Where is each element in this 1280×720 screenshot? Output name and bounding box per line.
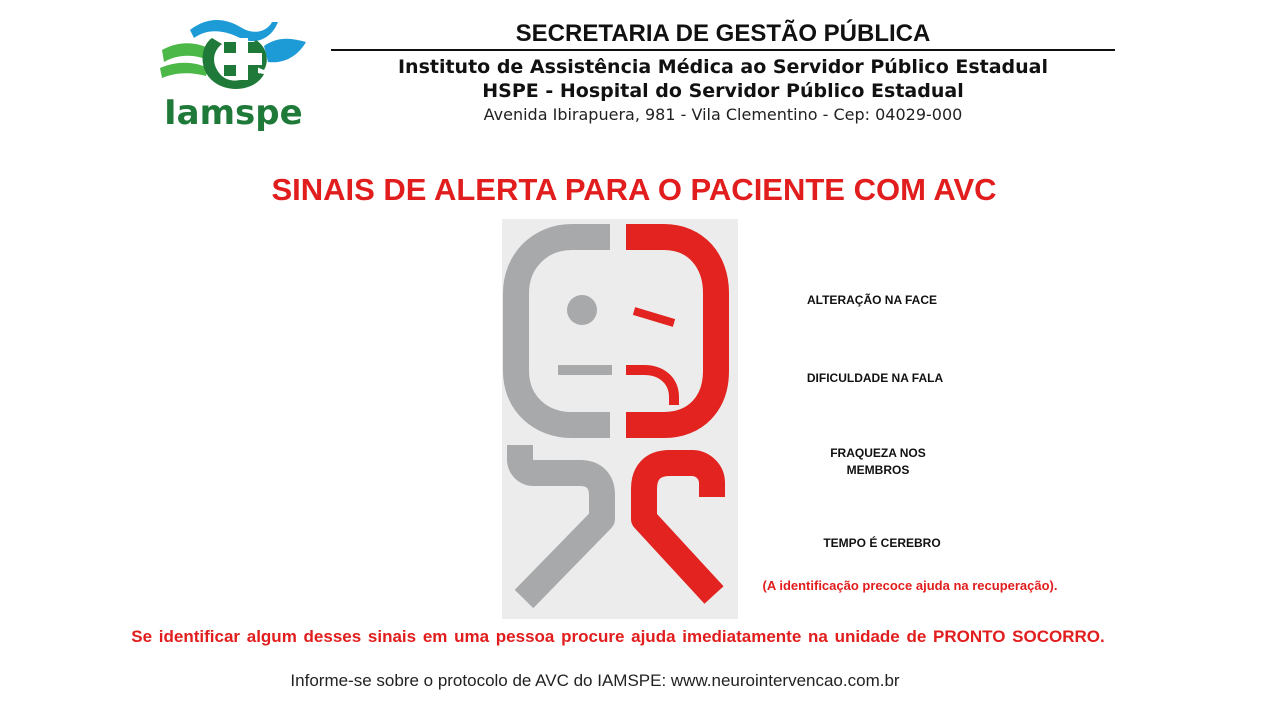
sign-limb-weakness [806,445,950,479]
stroke-face-icon [502,219,738,619]
sign-time-is-brain: TEMPO É CEREBRO [823,536,941,550]
instituto-name: Instituto de Assistência Médica ao Servidor Público Estadual [397,56,1049,78]
sign-limb-weakness-line1: FRAQUEZA NOS [830,446,926,460]
call-to-action: Se identificar algum desses sinais em uma pessoa procure ajuda imediatamente na unidade de PRONTO SOCORRO. [131,627,1105,646]
iamspe-logo [160,16,312,133]
page-title: SINAIS DE ALERTA PARA O PACIENTE COM AVC [271,172,997,207]
medical-cross-icon [160,16,312,96]
institution-header [330,20,1116,126]
protocol-info: Informe-se sobre o protocolo de AVC do IAMSPE: www.neurointervencao.com.br [290,671,900,690]
hospital-address: Avenida Ibirapuera, 981 - Vila Clementino - Cep: 04029-000 [483,105,963,124]
stroke-face-figure [502,219,738,619]
sign-face-change: ALTERAÇÃO NA FACE [807,293,937,307]
hospital-name: HSPE - Hospital do Servidor Público Estadual [482,80,964,102]
sign-limb-weakness-line2: MEMBROS [846,463,910,477]
secretaria-title: SECRETARIA DE GESTÃO PÚBLICA [331,20,1115,51]
early-identification-note: (A identificação precoce ajuda na recuperação). [762,578,1058,593]
sign-speech-difficulty: DIFICULDADE NA FALA [806,371,944,385]
logo-text: Iamspe [164,93,303,133]
